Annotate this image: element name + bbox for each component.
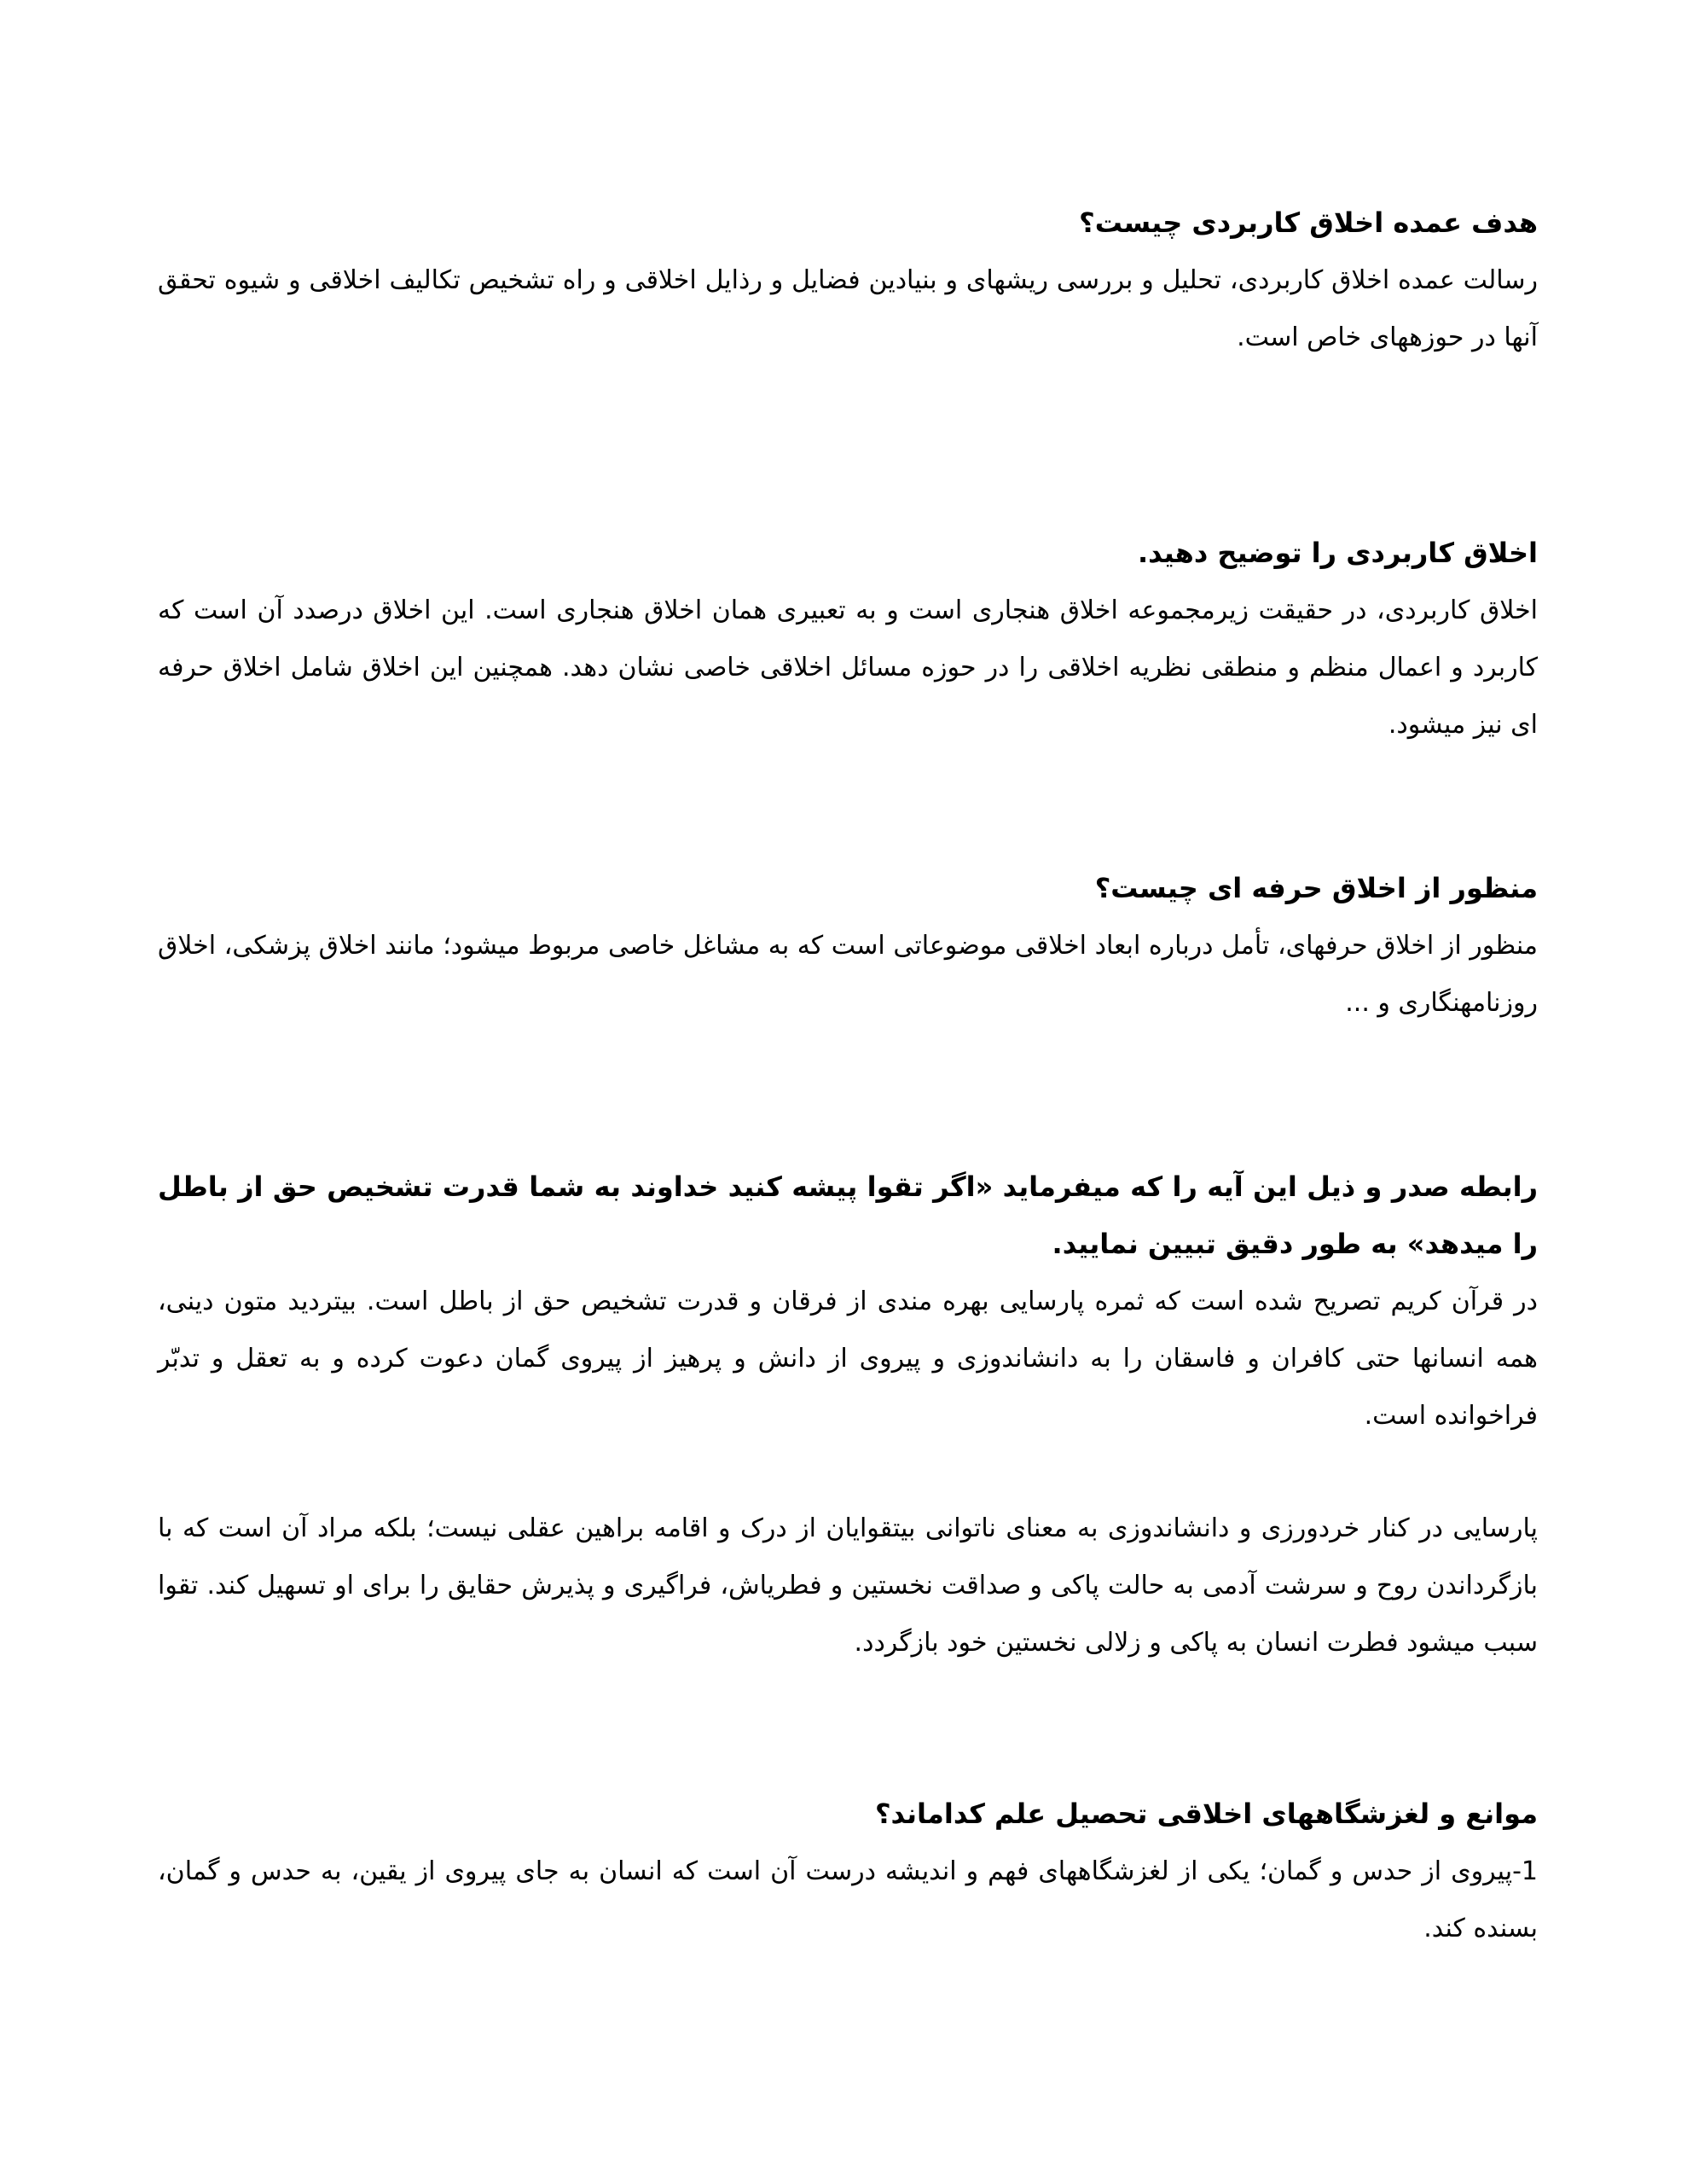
question-heading: رابطه صدر و ذیل این آیه را که میفرماید «اگر تقوا پیشه کنید خداوند به شما قدرت تشخیص حق از باطل را میدهد» به طور دقیق تبیین نمایید.: [158, 1170, 1538, 1260]
qa-section-applied-ethics-goal: [158, 195, 1538, 366]
qa-section-applied-ethics-explain: [158, 525, 1538, 753]
answer-paragraph: منظور از اخلاق حرفهای، تأمل درباره ابعاد اخلاقی موضوعاتی است که به مشاغل خاصی مربوط میشود؛ مانند اخلاق پزشکی، اخلاق روزنامهنگاری و ...: [158, 931, 1538, 1018]
qa-section-moral-obstacles: [158, 1786, 1538, 1957]
answer-paragraph: پارسایی در کنار خردورزی و دانشاندوزی به معنای ناتوانی بیتقوایان از درک و اقامه براهین عقلی نیست؛ بلکه مراد آن است که با بازگرداندن روح و سرشت آدمی به حالت پاکی و صداقت نخستین و فطریاش، فراگیری و پذیرش حقایق را برای او تسهیل کند. تقوا سبب میشود فطرت انسان به پاکی و زلالی نخستین خود بازگردد.: [158, 1513, 1538, 1658]
qa-section-verse-relationship: [158, 1159, 1538, 1671]
question-heading: منظور از اخلاق حرفه ای چیست؟: [1094, 872, 1538, 904]
question-heading: اخلاق کاربردی را توضیح دهید.: [1137, 537, 1538, 569]
answer-paragraph: رسالت عمده اخلاق کاربردی، تحلیل و بررسی ریشهای و بنیادین فضایل و رذایل اخلاقی و راه تشخیص تکالیف اخلاقی و شیوه تحقق آنها در حوزههای خاص است.: [158, 265, 1538, 352]
question-heading: هدف عمده اخلاق کاربردی چیست؟: [1079, 206, 1538, 239]
question-heading: موانع و لغزشگاههای اخلاقی تحصیل علم کداماند؟: [874, 1798, 1538, 1830]
qa-section-professional-ethics: [158, 860, 1538, 1031]
answer-paragraph: 1-پیروی از حدس و گمان؛ یکی از لغزشگاههای فهم و اندیشه درست آن است که انسان به جای پیروی از یقین، به حدس و گمان، بسنده کند.: [158, 1856, 1538, 1943]
answer-paragraph: اخلاق کاربردی، در حقیقت زیرمجموعه اخلاق هنجاری است و به تعبیری همان اخلاق هنجاری است. این اخلاق درصدد آن است که کاربرد و اعمال منظم و منطقی نظریه اخلاقی را در حوزه مسائل اخلاقی خاصی نشان دهد. همچنین این اخلاق شامل اخلاق حرفه ای نیز میشود.: [158, 595, 1538, 740]
answer-paragraph: در قرآن کریم تصریح شده است که ثمره پارسایی بهره مندی از فرقان و قدرت تشخیص حق از باطل است. بیتردید متون دینی، همه انسانها حتی کافران و فاسقان را به دانشاندوزی و پیروی از دانش و پرهیز از پیروی گمان دعوت کرده و به تعقل و تدبّر فراخوانده است.: [158, 1287, 1538, 1431]
